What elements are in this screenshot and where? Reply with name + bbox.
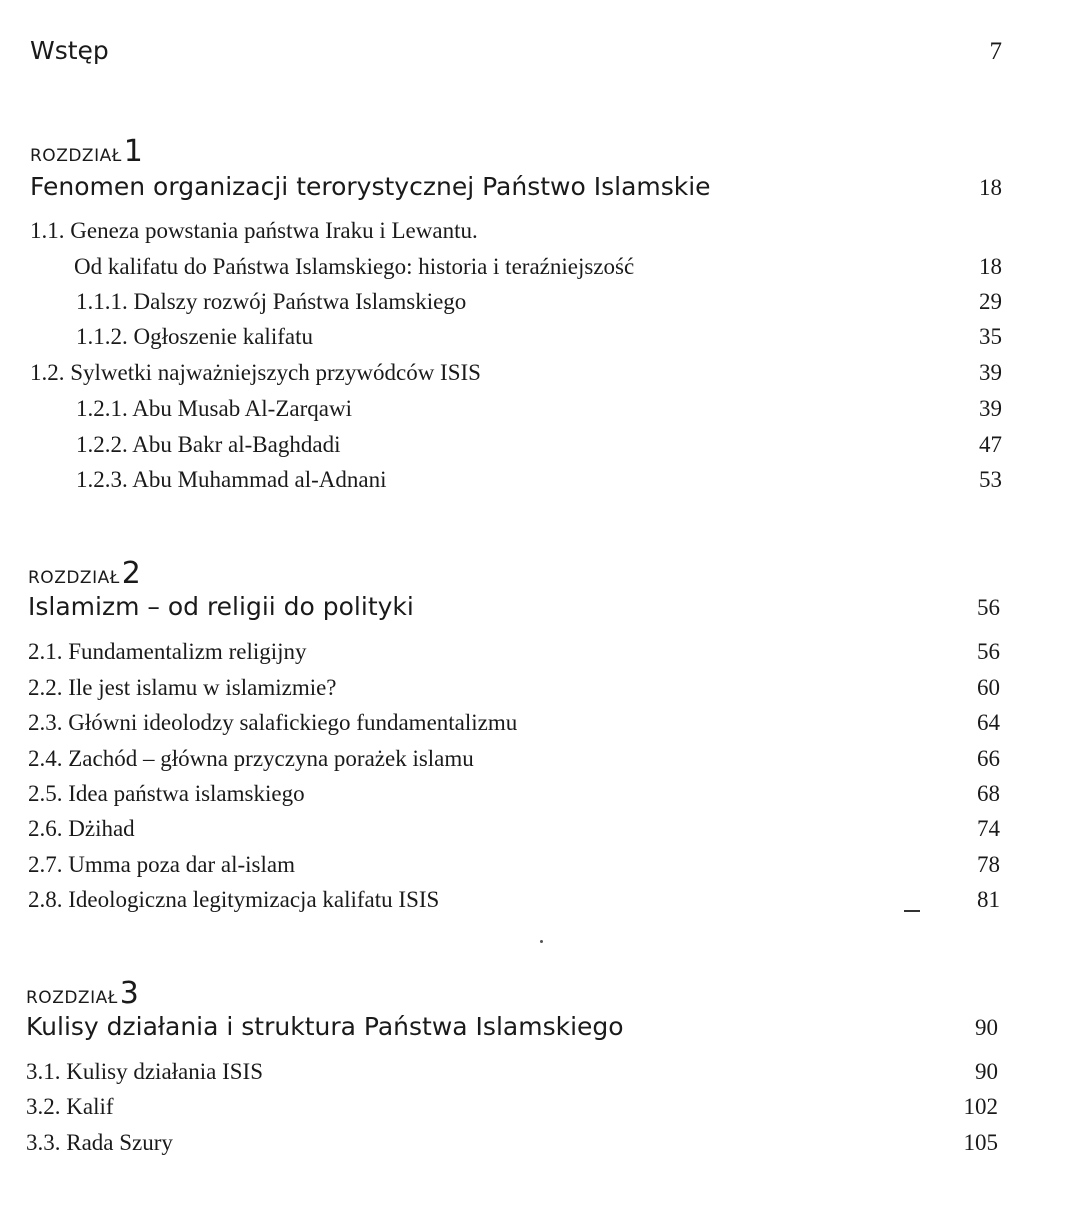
chapter-2-title-row: [28, 592, 1000, 621]
entry-page-number: 29: [979, 289, 1002, 314]
entry-text: 2.8. Ideologiczna legitymizacja kalifatu ISIS: [28, 887, 440, 912]
toc-entry: [76, 324, 1002, 350]
entry-page-number: 47: [979, 432, 1002, 457]
chapter-page-number: 90: [975, 1015, 998, 1040]
entry-text: 3.1. Kulisy działania ISIS: [26, 1059, 263, 1084]
chapter-2-label: [28, 556, 141, 591]
entry-text: 2.6. Dżihad: [28, 816, 135, 841]
entry-page-number: 64: [977, 710, 1000, 735]
entry-page-number: 81: [977, 887, 1000, 912]
entry-page-number: 39: [979, 360, 1002, 385]
entry-text: 2.3. Główni ideolodzy salafickiego fundamentalizmu: [28, 710, 518, 735]
entry-page-number: 78: [977, 852, 1000, 877]
entry-page-number: 56: [977, 639, 1000, 664]
toc-entry: [28, 639, 1000, 665]
entry-text: 1.1. Geneza powstania państwa Iraku i Lewantu.: [30, 218, 478, 243]
toc-entry: [28, 852, 1000, 878]
entry-text: 2.1. Fundamentalizm religijny: [28, 639, 307, 664]
intro-title: Wstęp: [30, 36, 109, 65]
chapter-3-label: [26, 976, 139, 1011]
toc-entry: [28, 710, 1000, 736]
toc-entry: [26, 1094, 998, 1120]
chapter-title: Islamizm – od religii do polityki: [28, 592, 414, 621]
scan-mark: [904, 910, 920, 912]
toc-entry: [26, 1130, 998, 1156]
entry-page-number: 105: [963, 1130, 998, 1155]
toc-entry: [76, 432, 1002, 458]
entry-text: 1.2.3. Abu Muhammad al-Adnani: [76, 467, 387, 492]
chapter-number: 1: [123, 134, 144, 169]
entry-text: 1.2. Sylwetki najważniejszych przywódców ISIS: [30, 360, 481, 385]
scan-speck: [540, 940, 543, 943]
entry-page-number: 102: [963, 1094, 998, 1119]
toc-entry: [26, 1059, 998, 1085]
toc-entry: [28, 746, 1000, 772]
entry-page-number: 39: [979, 396, 1002, 421]
chapter-title: Fenomen organizacji terorystycznej Państwo Islamskie: [30, 172, 711, 201]
toc-entry: [30, 360, 1002, 386]
chapter-label-text: ROZDZIAŁ: [28, 568, 120, 588]
toc-entry: [76, 396, 1002, 422]
chapter-page-number: 18: [979, 175, 1002, 200]
entry-page-number: 90: [975, 1059, 998, 1084]
entry-page-number: 60: [977, 675, 1000, 700]
chapter-number: 3: [119, 976, 140, 1011]
chapter-1-label: [30, 134, 143, 169]
entry-text: 1.2.2. Abu Bakr al-Baghdadi: [76, 432, 341, 457]
chapter-label-text: ROZDZIAŁ: [30, 146, 122, 166]
entry-text: 3.2. Kalif: [26, 1094, 114, 1119]
chapter-label-text: ROZDZIAŁ: [26, 988, 118, 1008]
toc-entry: [28, 781, 1000, 807]
toc-entry: [76, 289, 1002, 315]
toc-entry: [30, 218, 1002, 244]
entry-text: 1.1.1. Dalszy rozwój Państwa Islamskiego: [76, 289, 467, 314]
entry-text: 3.3. Rada Szury: [26, 1130, 173, 1155]
entry-page-number: 66: [977, 746, 1000, 771]
toc-entry: [74, 254, 1002, 280]
entry-text: 2.7. Umma poza dar al-islam: [28, 852, 295, 877]
entry-text: 2.2. Ile jest islamu w islamizmie?: [28, 675, 337, 700]
entry-page-number: 68: [977, 781, 1000, 806]
chapter-title: Kulisy działania i struktura Państwa Islamskiego: [26, 1012, 624, 1041]
toc-entry: [28, 816, 1000, 842]
toc-intro-row: [30, 36, 1002, 66]
chapter-1-title-row: [30, 172, 1002, 201]
toc-entry: [76, 467, 1002, 493]
entry-text: Od kalifatu do Państwa Islamskiego: historia i teraźniejszość: [74, 254, 635, 279]
chapter-3-title-row: [26, 1012, 998, 1041]
chapter-page-number: 56: [977, 595, 1000, 620]
toc-entry: [28, 887, 1000, 913]
chapter-number: 2: [121, 556, 142, 591]
entry-page-number: 18: [979, 254, 1002, 279]
entry-text: 1.2.1. Abu Musab Al-Zarqawi: [76, 396, 352, 421]
entry-page-number: 35: [979, 324, 1002, 349]
entry-page-number: 74: [977, 816, 1000, 841]
entry-page-number: 53: [979, 467, 1002, 492]
toc-entry: [28, 675, 1000, 701]
entry-text: 2.4. Zachód – główna przyczyna porażek islamu: [28, 746, 474, 771]
entry-text: 2.5. Idea państwa islamskiego: [28, 781, 305, 806]
entry-text: 1.1.2. Ogłoszenie kalifatu: [76, 324, 313, 349]
intro-page-number: 7: [989, 38, 1002, 65]
